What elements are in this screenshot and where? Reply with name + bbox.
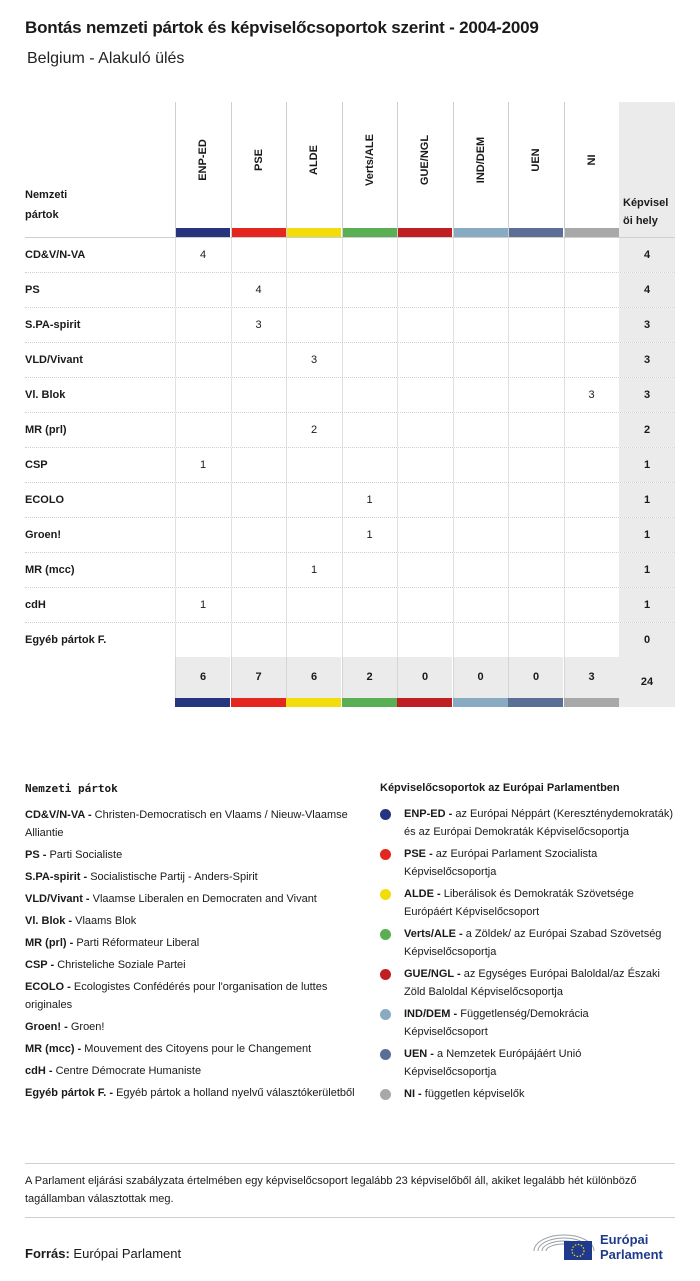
group-column-7: [564, 102, 619, 237]
seat-cell: [564, 448, 619, 482]
source-value: Európai Parlament: [73, 1246, 182, 1261]
seat-cell: [286, 238, 341, 272]
group-sum: 6: [286, 657, 341, 698]
seat-cell: [508, 238, 563, 272]
group-full-name: az Európai Néppárt (Kereszténydemokraták) és az Európai Demokraták Képviselőcsoportja: [404, 808, 674, 838]
footnote: A Parlament eljárási szabályzata értelmében egy képviselőcsoport legalább 23 képviselőből áll, akiket legalább hét különböző tagállamban választottak meg.: [25, 1163, 675, 1218]
seat-cell: [453, 623, 508, 657]
group-color-bar: [176, 228, 230, 237]
seat-cell: [175, 413, 230, 447]
seat-cell: 3: [564, 378, 619, 412]
table-row: [25, 517, 675, 552]
group-legend-title: Képviselőcsoportok az Európai Parlamentben: [380, 782, 620, 794]
group-column-4: [397, 102, 452, 237]
group-legend-item: [380, 1005, 675, 1041]
seat-cell: [175, 343, 230, 377]
source-label: Forrás:: [25, 1246, 70, 1261]
seat-cell: 4: [231, 273, 286, 307]
seat-cell: [286, 378, 341, 412]
table-row: [25, 412, 675, 447]
party-abbr: cdH -: [25, 1065, 53, 1077]
table-row: [25, 307, 675, 342]
party-legend-item: [25, 934, 360, 952]
row-total: 4: [619, 273, 675, 307]
source: [25, 1246, 181, 1261]
seat-cell: [508, 343, 563, 377]
seat-cell: [231, 448, 286, 482]
seat-cell: [397, 273, 452, 307]
seat-cell: [342, 378, 397, 412]
grand-total: 24: [619, 657, 675, 707]
logo-text: Európai Parlament: [600, 1232, 663, 1262]
group-legend-item: [380, 805, 675, 841]
group-full-name: az Egységes Európai Baloldal/az Északi Zöld Baloldal Képviselőcsoportja: [404, 968, 660, 998]
seat-cell: [342, 623, 397, 657]
seat-cell: [453, 378, 508, 412]
party-legend: [25, 782, 360, 1106]
seat-cell: [175, 553, 230, 587]
group-color-bar: [509, 228, 563, 237]
row-header: Nemzeti pártok: [25, 189, 68, 221]
party-legend-item: [25, 806, 360, 842]
party-full-name: Vlaams Blok: [75, 915, 137, 927]
seat-cell: [564, 518, 619, 552]
seat-cell: [508, 273, 563, 307]
row-total: 3: [619, 343, 675, 377]
seat-cell: 3: [286, 343, 341, 377]
seat-cell: [397, 623, 452, 657]
seat-cell: [175, 378, 230, 412]
party-legend-item: [25, 890, 360, 908]
seat-cell: [342, 413, 397, 447]
seat-cell: [286, 623, 341, 657]
seat-cell: [231, 413, 286, 447]
group-label: ENP-ED: [197, 139, 209, 181]
party-full-name: Parti Socialiste: [49, 849, 123, 861]
seat-cell: [286, 273, 341, 307]
seat-cell: [508, 518, 563, 552]
row-total: 4: [619, 238, 675, 272]
party-full-name: Ecologistes Confédérés pour l'organisation de luttes originales: [25, 981, 328, 1011]
page-subtitle: Belgium - Alakuló ülés: [27, 50, 185, 67]
seat-cell: [397, 413, 452, 447]
group-legend-item: [380, 925, 675, 961]
seat-cell: [286, 448, 341, 482]
seat-cell: [231, 483, 286, 517]
seat-cell: [564, 623, 619, 657]
group-legend: [380, 782, 675, 1107]
party-name: CD&V/N-VA: [25, 249, 86, 261]
seat-cell: [564, 343, 619, 377]
party-full-name: Centre Démocrate Humaniste: [55, 1065, 202, 1077]
group-color-bar: [398, 228, 452, 237]
group-full-name: a Zöldek/ az Európai Szabad Szövetség Képviselőcsoportja: [404, 928, 662, 958]
party-full-name: Mouvement des Citoyens pour le Changement: [84, 1043, 312, 1055]
seat-cell: [564, 588, 619, 622]
seat-cell: 1: [286, 553, 341, 587]
seat-cell: [508, 308, 563, 342]
seat-cell: [286, 483, 341, 517]
group-column-5: [453, 102, 508, 237]
party-name: Vl. Blok: [25, 389, 66, 401]
seat-cell: [342, 308, 397, 342]
seat-cell: [231, 623, 286, 657]
seat-cell: [453, 273, 508, 307]
page-title: Bontás nemzeti pártok és képviselőcsoportok szerint - 2004-2009: [25, 18, 539, 37]
group-color-bar: [564, 698, 619, 707]
party-name: cdH: [25, 599, 46, 611]
group-full-name: független képviselők: [424, 1088, 525, 1100]
seat-cell: [342, 238, 397, 272]
group-abbr: IND/DEM -: [404, 1008, 458, 1020]
party-full-name: Socialistische Partij - Anders-Spirit: [90, 871, 258, 883]
table-row: [25, 622, 675, 657]
seat-cell: [175, 518, 230, 552]
seat-cell: [564, 413, 619, 447]
group-dot-icon: [380, 1009, 391, 1020]
party-abbr: VLD/Vivant -: [25, 893, 90, 905]
party-abbr: CSP -: [25, 959, 55, 971]
seat-cell: [453, 518, 508, 552]
group-dot-icon: [380, 1049, 391, 1060]
seat-cell: [453, 413, 508, 447]
row-total: 1: [619, 553, 675, 587]
table-row: [25, 482, 675, 517]
seat-cell: [508, 448, 563, 482]
party-abbr: MR (mcc) -: [25, 1043, 82, 1055]
party-full-name: Vlaamse Liberalen en Democraten and Vivant: [92, 893, 317, 905]
party-full-name: Christeliche Soziale Partei: [57, 959, 186, 971]
seat-cell: [397, 483, 452, 517]
party-abbr: PS -: [25, 849, 47, 861]
group-label: PSE: [252, 148, 265, 172]
seat-cell: 3: [231, 308, 286, 342]
group-color-bar: [343, 228, 397, 237]
group-color-bar: [342, 698, 397, 707]
row-total: 0: [619, 623, 675, 657]
group-dot-icon: [380, 969, 391, 980]
seat-cell: [231, 238, 286, 272]
group-full-name: a Nemzetek Európájáért Unió Képviselőcsoportja: [404, 1048, 582, 1078]
party-legend-item: [25, 846, 360, 864]
group-label: GUE/NGL: [419, 134, 431, 186]
group-full-name: Függetlenség/Demokrácia Képviselőcsoport: [404, 1008, 589, 1038]
seat-cell: [564, 308, 619, 342]
party-full-name: Egyéb pártok a holland nyelvű választókerületből: [116, 1087, 355, 1099]
group-label: NI: [585, 154, 598, 166]
row-total: 2: [619, 413, 675, 447]
row-total: 1: [619, 588, 675, 622]
seat-cell: [397, 308, 452, 342]
seat-cell: [342, 553, 397, 587]
seat-cell: [508, 378, 563, 412]
group-sum: 6: [175, 657, 230, 698]
seat-cell: [175, 273, 230, 307]
table-header: [25, 102, 675, 237]
party-abbr: Groen! -: [25, 1021, 68, 1033]
seat-cell: [342, 448, 397, 482]
group-color-bar: [286, 698, 341, 707]
seat-cell: [175, 483, 230, 517]
group-label: UEN: [530, 148, 542, 172]
group-column-0: [175, 102, 230, 237]
group-sum: 0: [453, 657, 508, 698]
group-color-bar: [565, 228, 619, 237]
table-row: [25, 377, 675, 412]
party-legend-item: [25, 1084, 360, 1102]
party-legend-item: [25, 978, 360, 1014]
table-row: [25, 237, 675, 272]
seat-cell: [397, 588, 452, 622]
seat-cell: [508, 483, 563, 517]
seat-cell: [508, 553, 563, 587]
seat-cell: [453, 553, 508, 587]
party-abbr: CD&V/N-VA -: [25, 809, 92, 821]
party-name: ECOLO: [25, 494, 65, 506]
group-label: Verts/ALE: [363, 134, 376, 186]
seat-cell: [342, 343, 397, 377]
seat-cell: [564, 273, 619, 307]
party-legend-item: [25, 956, 360, 974]
group-color-bar: [231, 698, 286, 707]
seat-cell: 1: [175, 588, 230, 622]
group-sum: 3: [564, 657, 619, 698]
group-full-name: Liberálisok és Demokraták Szövetsége Európáért Képviselőcsoport: [404, 888, 634, 918]
seat-cell: [231, 588, 286, 622]
party-legend-item: [25, 868, 360, 886]
seat-cell: [564, 483, 619, 517]
group-color-bar: [232, 228, 286, 237]
group-abbr: ALDE -: [404, 888, 441, 900]
seat-cell: [397, 553, 452, 587]
party-legend-item: [25, 912, 360, 930]
seat-cell: [397, 448, 452, 482]
table-row: [25, 552, 675, 587]
party-full-name: Groen!: [70, 1021, 105, 1033]
seat-cell: [453, 308, 508, 342]
party-legend-item: [25, 1062, 360, 1080]
party-abbr: Vl. Blok -: [25, 915, 73, 927]
seat-cell: [175, 623, 230, 657]
group-label: ALDE: [308, 145, 320, 175]
seat-table: [25, 102, 675, 707]
group-abbr: PSE -: [404, 848, 433, 860]
seat-cell: 4: [175, 238, 230, 272]
party-full-name: Parti Réformateur Liberal: [76, 937, 200, 949]
seat-cell: [508, 588, 563, 622]
seat-cell: [453, 448, 508, 482]
row-total: 1: [619, 518, 675, 552]
party-abbr: MR (prl) -: [25, 937, 74, 949]
group-color-bar: [454, 228, 508, 237]
row-total: 1: [619, 483, 675, 517]
party-legend-item: [25, 1040, 360, 1058]
seat-cell: [286, 308, 341, 342]
group-legend-item: [380, 885, 675, 921]
row-total: 1: [619, 448, 675, 482]
seat-cell: [231, 553, 286, 587]
total-column-header: Képvisel öi hely: [619, 102, 675, 237]
seat-cell: [453, 238, 508, 272]
group-sum: 0: [508, 657, 563, 698]
group-abbr: NI -: [404, 1088, 422, 1100]
group-column-1: [231, 102, 286, 237]
group-column-2: [286, 102, 341, 237]
group-legend-item: [380, 1085, 675, 1103]
group-column-3: [342, 102, 397, 237]
row-total: 3: [619, 308, 675, 342]
table-body: [25, 237, 675, 657]
group-full-name: az Európai Parlament Szocialista Képviselőcsoportja: [404, 848, 598, 878]
seat-cell: [453, 343, 508, 377]
group-color-bar: [175, 698, 230, 707]
party-full-name: Christen-Democratisch en Vlaams / Nieuw-Vlaamse Alliantie: [25, 809, 348, 839]
party-name: S.PA-spirit: [25, 319, 81, 331]
row-total: 3: [619, 378, 675, 412]
group-dot-icon: [380, 1089, 391, 1100]
party-name: CSP: [25, 459, 48, 471]
seat-cell: 1: [175, 448, 230, 482]
seat-cell: [564, 238, 619, 272]
seat-cell: [342, 588, 397, 622]
seat-cell: 1: [342, 483, 397, 517]
seat-cell: [564, 553, 619, 587]
group-dot-icon: [380, 889, 391, 900]
seat-cell: [397, 343, 452, 377]
seat-cell: [397, 378, 452, 412]
table-row: [25, 587, 675, 622]
seat-cell: [286, 518, 341, 552]
group-legend-item: [380, 845, 675, 881]
group-abbr: GUE/NGL -: [404, 968, 461, 980]
seat-cell: [508, 623, 563, 657]
seat-cell: [453, 588, 508, 622]
group-color-bar: [287, 228, 341, 237]
seat-cell: [175, 308, 230, 342]
group-legend-item: [380, 1045, 675, 1081]
group-label: IND/DEM: [474, 136, 487, 184]
group-legend-item: [380, 965, 675, 1001]
seat-cell: 2: [286, 413, 341, 447]
seat-cell: [397, 518, 452, 552]
party-legend-item: [25, 1018, 360, 1036]
party-name: VLD/Vivant: [25, 354, 83, 366]
table-row: [25, 342, 675, 377]
seat-cell: [397, 238, 452, 272]
party-abbr: S.PA-spirit -: [25, 871, 88, 883]
seat-cell: [231, 343, 286, 377]
party-legend-title: Nemzeti pártok: [25, 782, 118, 795]
group-sum: 0: [397, 657, 452, 698]
group-color-bar: [453, 698, 508, 707]
group-sum: 2: [342, 657, 397, 698]
seat-cell: [342, 273, 397, 307]
seat-cell: [231, 378, 286, 412]
group-abbr: UEN -: [404, 1048, 434, 1060]
party-name: Egyéb pártok F.: [25, 634, 107, 646]
group-sum: 7: [231, 657, 286, 698]
party-name: MR (mcc): [25, 564, 75, 576]
group-dot-icon: [380, 849, 391, 860]
group-dot-icon: [380, 929, 391, 940]
group-dot-icon: [380, 809, 391, 820]
seat-cell: 1: [342, 518, 397, 552]
group-color-bar: [508, 698, 563, 707]
table-row: [25, 272, 675, 307]
party-name: PS: [25, 284, 40, 296]
sum-row: [25, 657, 675, 707]
group-color-bar: [397, 698, 452, 707]
party-abbr: ECOLO -: [25, 981, 71, 993]
seat-cell: [231, 518, 286, 552]
group-abbr: ENP-ED -: [404, 808, 453, 820]
group-column-6: [508, 102, 563, 237]
seat-cell: [286, 588, 341, 622]
seat-cell: [508, 413, 563, 447]
party-name: Groen!: [25, 529, 62, 541]
party-abbr: Egyéb pártok F. -: [25, 1087, 114, 1099]
seat-cell: [453, 483, 508, 517]
table-row: [25, 447, 675, 482]
group-abbr: Verts/ALE -: [404, 928, 463, 940]
party-name: MR (prl): [25, 424, 67, 436]
